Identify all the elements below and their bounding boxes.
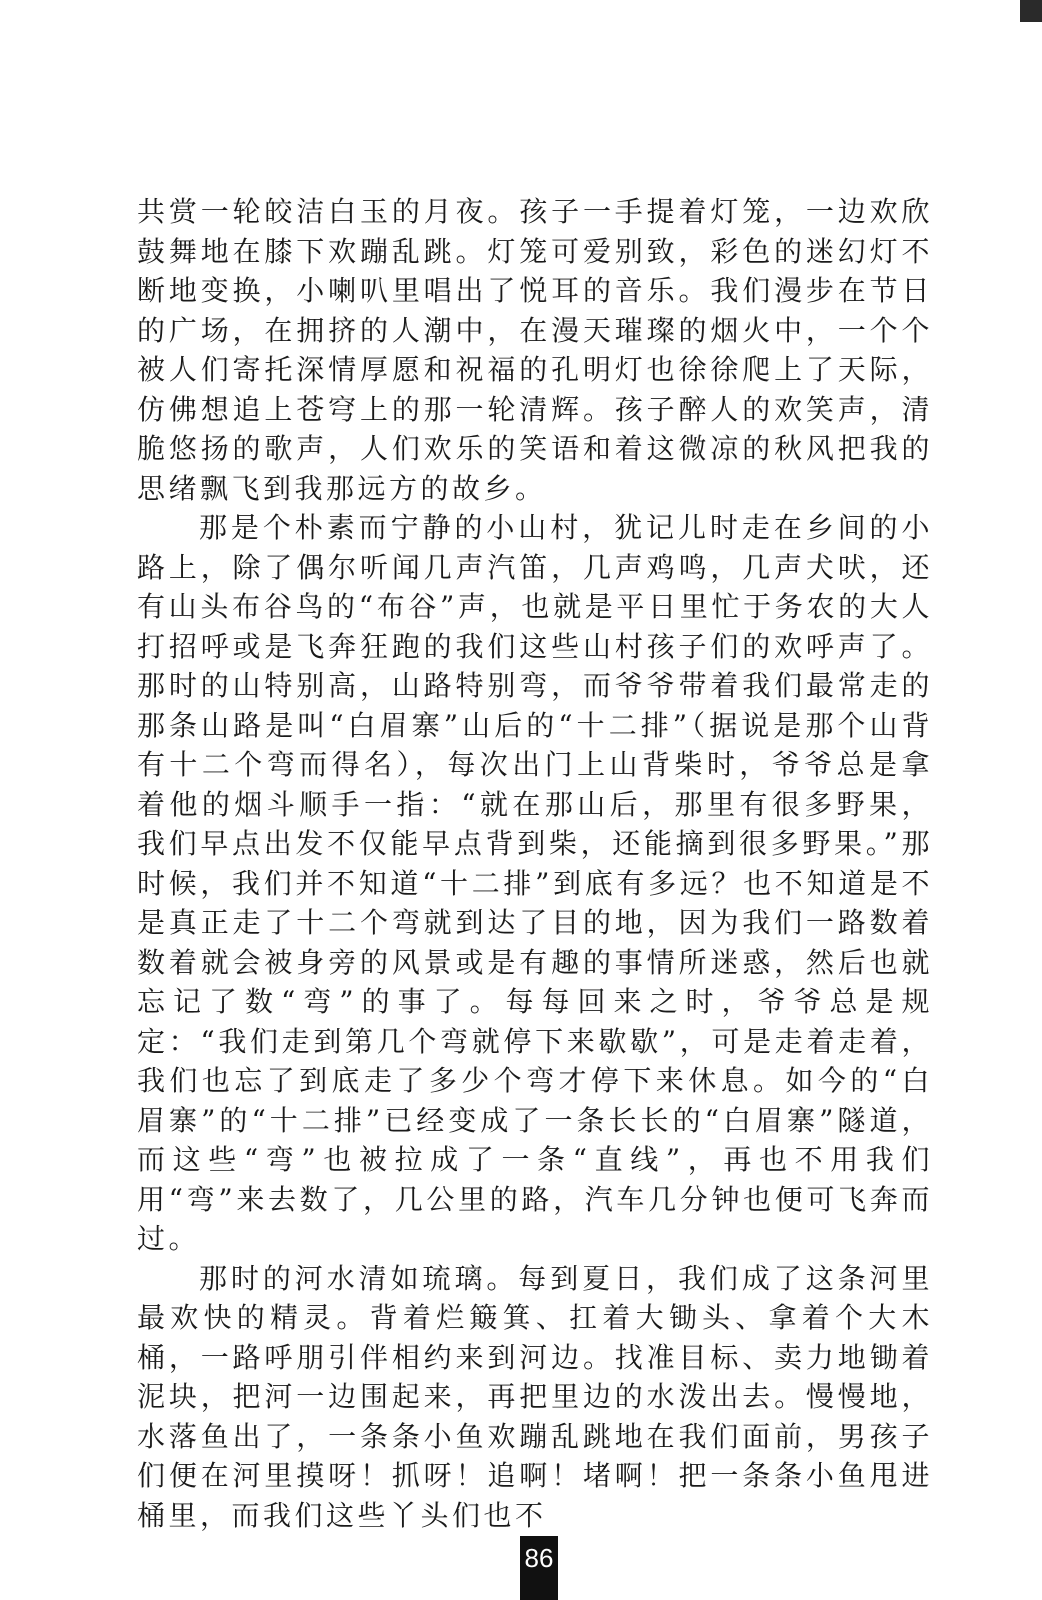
scan-corner-mark: [1020, 0, 1042, 22]
paragraph-2: 那是个朴素而宁静的小山村，犹记儿时走在乡间的小路上，除了偶尔听闻几声汽笛，几声鸡鸣，几声犬吠，还有山头布谷鸟的“布谷”声，也就是平日里忙于务农的大人打招呼或是飞奔狂跑的我们这些山村孩子们的欢呼声了。那时的山特别高，山路特别弯，而爷爷带着我们最常走的那条山路是叫“白眉寨”山后的“十二排”（据说是那个山背有十二个弯而得名），每次出门上山背柴时，爷爷总是拿着他的烟斗顺手一指：“就在那山后，那里有很多野果，我们早点出发不仅能早点背到柴，还能摘到很多野果。”那时候，我们并不知道“十二排”到底有多远？也不知道是不是真正走了十二个弯就到达了目的地，因为我们一路数着数着就会被身旁的风景或是有趣的事情所迷惑，然后也就忘记了数“弯”的事了。每每回来之时，爷爷总是规定：“我们走到第几个弯就停下来歇歇”，可是走着走着，我们也忘了到底走了多少个弯才停下来休息。如今的“白眉寨”的“十二排”已经变成了一条长长的“白眉寨”隧道，而这些“弯”也被拉成了一条“直线”，再也不用我们用“弯”来去数了，几公里的路，汽车几分钟也便可飞奔而过。: [137, 511, 933, 1255]
paragraph-3: 那时的河水清如琉璃。每到夏日，我们成了这条河里最欢快的精灵。背着烂簸箕、扛着大锄头、拿着个大木桶，一路呼朋引伴相约来到河边。找准目标、卖力地锄着泥块，把河一边围起来，再把里边的水泼出去。慢慢地，水落鱼出了，一条条小鱼欢蹦乱跳地在我们面前，男孩子们便在河里摸呀！抓呀！追啊！堵啊！把一条条小鱼甩进桶里，而我们这些丫头们也不: [137, 1261, 933, 1532]
paragraph-1: 共赏一轮皎洁白玉的月夜。孩子一手提着灯笼，一边欢欣鼓舞地在膝下欢蹦乱跳。灯笼可爱别致，彩色的迷幻灯不断地变换，小喇叭里唱出了悦耳的音乐。我们漫步在节日的广场，在拥挤的人潮中，在漫天璀璨的烟火中，一个个被人们寄托深情厚愿和祝福的孔明灯也徐徐爬上了天际，仿佛想追上苍穹上的那一轮清辉。孩子醉人的欢笑声，清脆悠扬的歌声，人们欢乐的笑语和着这微凉的秋风把我的思绪飘飞到我那远方的故乡。: [137, 195, 933, 505]
page-number: 86: [520, 1536, 558, 1600]
body-text: [137, 192, 933, 1535]
